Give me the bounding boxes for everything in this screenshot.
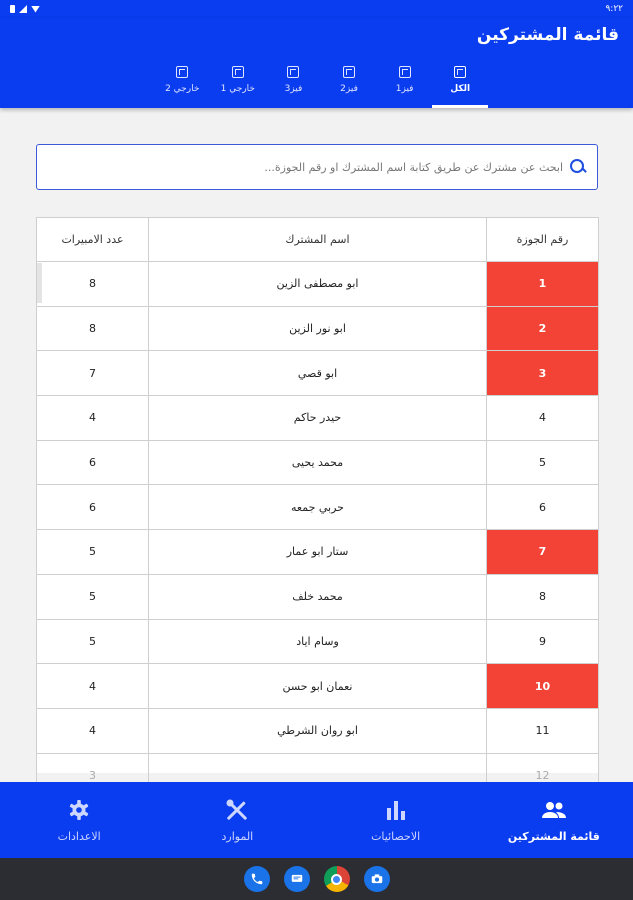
- table-row[interactable]: [37, 262, 599, 307]
- cell-amps: 6: [37, 485, 149, 530]
- nav-label: الموارد: [221, 829, 254, 843]
- tab-label: خارجي 2: [165, 84, 200, 94]
- nav-label: قائمة المشتركين: [507, 829, 600, 843]
- cell-number: 4: [487, 396, 599, 441]
- messages-icon[interactable]: [284, 866, 310, 892]
- search-icon[interactable]: [569, 158, 587, 176]
- cell-amps: 5: [37, 619, 149, 664]
- cell-name: حيدر حاكم: [149, 396, 487, 441]
- cell-amps: 4: [37, 396, 149, 441]
- chrome-icon[interactable]: [324, 866, 350, 892]
- status-bar: [0, 0, 633, 18]
- cell-number: 7: [487, 530, 599, 575]
- system-dock: [0, 858, 633, 900]
- search-bar[interactable]: [36, 144, 598, 190]
- cell-name: ابو مصطفى الزين: [149, 262, 487, 307]
- cell-name: نعمان ابو حسن: [149, 664, 487, 709]
- header-number[interactable]: رقم الجوزة: [487, 218, 599, 262]
- people-icon: [541, 798, 567, 822]
- cell-name: ستار ابو عمار: [149, 530, 487, 575]
- page-title: قائمة المشتركين: [476, 25, 619, 45]
- nav-label: الاحصائيات: [371, 829, 421, 843]
- gear-icon: [68, 798, 90, 822]
- cell-name: وسام اياد: [149, 619, 487, 664]
- tab-3[interactable]: [266, 62, 322, 108]
- bottom-navigation: [0, 782, 633, 858]
- search-input[interactable]: [47, 147, 563, 187]
- tab-label: فيز1: [395, 84, 414, 94]
- table-row[interactable]: [37, 530, 599, 575]
- table-row[interactable]: [37, 440, 599, 485]
- cell-number: 12: [487, 753, 599, 798]
- tab-5[interactable]: [154, 62, 210, 108]
- camera-icon[interactable]: [364, 866, 390, 892]
- cell-amps: 4: [37, 664, 149, 709]
- cell-amps: 7: [37, 351, 149, 396]
- status-time: ٩:٢٢: [605, 4, 623, 14]
- cell-name: محمد يحيى: [149, 440, 487, 485]
- cell-number: 9: [487, 619, 599, 664]
- table-row[interactable]: [37, 396, 599, 441]
- cell-name: ابو روان الشرطي: [149, 708, 487, 753]
- cell-number: 11: [487, 708, 599, 753]
- nav-item-3[interactable]: [0, 782, 158, 858]
- cell-number: 5: [487, 440, 599, 485]
- cell-name: حربي جمعه: [149, 485, 487, 530]
- cell-amps: 3: [37, 753, 149, 798]
- cell-number: 2: [487, 306, 599, 351]
- grid-icon: [176, 66, 188, 78]
- nav-item-1[interactable]: [317, 782, 475, 858]
- grid-icon: [399, 66, 411, 78]
- tab-4[interactable]: [210, 62, 266, 108]
- table-row[interactable]: [37, 351, 599, 396]
- cell-name: ابو قصي: [149, 351, 487, 396]
- bar-chart-icon: [385, 798, 407, 822]
- tab-2[interactable]: [321, 62, 377, 108]
- tab-label: فيز3: [284, 84, 303, 94]
- tab-label: خارجي 1: [220, 84, 255, 94]
- subscribers-table: [36, 217, 598, 782]
- tools-icon: [226, 798, 248, 822]
- header-name[interactable]: اسم المشترك: [149, 218, 487, 262]
- app-bar: [0, 18, 633, 108]
- cell-name: ابو نور الزين: [149, 306, 487, 351]
- status-icons: [10, 5, 40, 13]
- table-row[interactable]: [37, 619, 599, 664]
- cell-amps: 8: [37, 306, 149, 351]
- grid-icon: [454, 66, 466, 78]
- wifi-icon: [31, 6, 40, 13]
- cell-number: 6: [487, 485, 599, 530]
- table-row[interactable]: [37, 485, 599, 530]
- row-scroll-indicator: [37, 263, 42, 303]
- table-row[interactable]: [37, 708, 599, 753]
- cell-number: 10: [487, 664, 599, 709]
- battery-icon: [10, 5, 15, 13]
- nav-label: الاعدادات: [57, 829, 101, 843]
- cell-amps: 5: [37, 530, 149, 575]
- phone-icon[interactable]: [244, 866, 270, 892]
- grid-icon: [287, 66, 299, 78]
- cell-number: 3: [487, 351, 599, 396]
- grid-icon: [232, 66, 244, 78]
- cell-amps: 6: [37, 440, 149, 485]
- tab-label: فيز2: [340, 84, 358, 94]
- nav-item-0[interactable]: [475, 782, 633, 858]
- table-row[interactable]: [37, 306, 599, 351]
- header-amps[interactable]: عدد الامبيرات: [37, 218, 149, 262]
- cell-amps: 8: [37, 262, 149, 307]
- cell-number: 1: [487, 262, 599, 307]
- tab-0[interactable]: [432, 62, 488, 108]
- cell-amps: 5: [37, 574, 149, 619]
- grid-icon: [343, 66, 355, 78]
- signal-icon: [19, 5, 27, 13]
- cell-amps: 4: [37, 708, 149, 753]
- table-row[interactable]: [37, 574, 599, 619]
- cell-name: محمد خلف: [149, 574, 487, 619]
- tab-1[interactable]: [377, 62, 433, 108]
- tab-label: الكل: [450, 84, 471, 94]
- table-row[interactable]: [37, 664, 599, 709]
- nav-item-2[interactable]: [158, 782, 316, 858]
- cell-number: 8: [487, 574, 599, 619]
- table-header-row: [37, 218, 599, 262]
- tab-bar: [154, 62, 488, 108]
